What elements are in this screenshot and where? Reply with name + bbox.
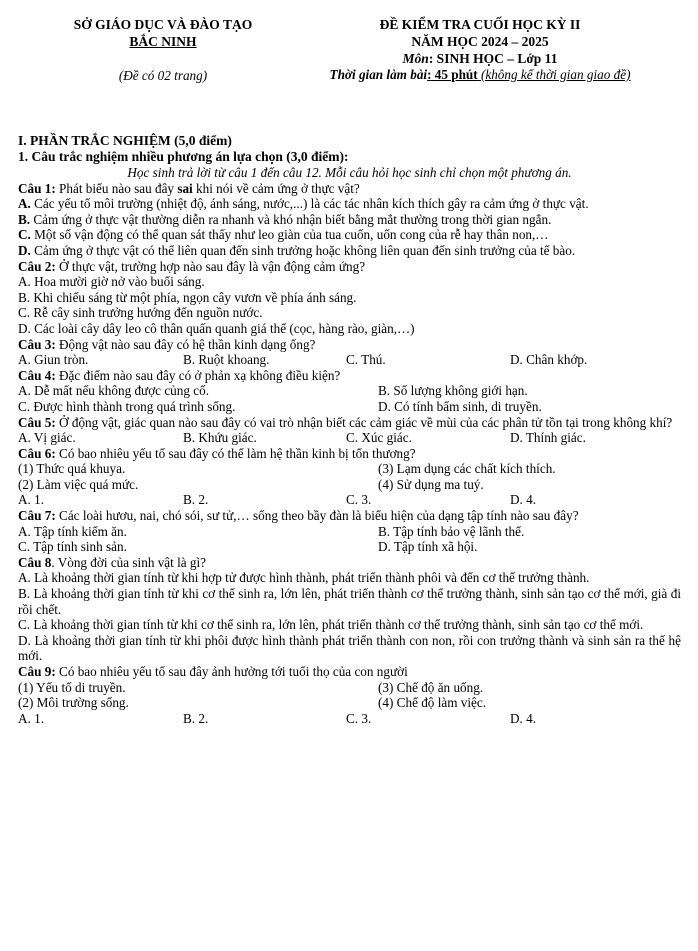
school-year: NĂM HỌC 2024 – 2025 xyxy=(411,34,549,49)
q3-option-b: B. Ruột khoang. xyxy=(183,352,270,368)
q6-item-4: (4) Sử dụng ma tuý. xyxy=(378,476,484,492)
q9-option-a: A. 1. xyxy=(18,710,45,726)
q9-item-2: (2) Môi trường sống. xyxy=(18,695,129,711)
question-label: Câu 2: xyxy=(18,258,56,274)
q5-option-b: B. Khứu giác. xyxy=(183,430,257,446)
q9-item-4: (4) Chế độ làm việc. xyxy=(378,695,487,711)
question-label: Câu 3: xyxy=(18,336,56,352)
question-stem: Ở động vật, giác quan nào sau đây có vai trò nhận biết các cảm giác về mùi của các phân tử tồn tại trong không khí? xyxy=(55,414,673,430)
header-left xyxy=(38,16,288,84)
exam-title: ĐỀ KIỂM TRA CUỐI HỌC KỲ II xyxy=(379,17,581,32)
q5-option-c: C. Xúc giác. xyxy=(346,430,412,446)
q4-options-row1 xyxy=(18,383,681,399)
instruction: Học sinh trả lời từ câu 1 đến câu 12. Mỗi câu hỏi học sinh chỉ chọn một phương án. xyxy=(127,165,572,180)
question-5 xyxy=(18,415,681,431)
q9-items-row2 xyxy=(18,695,681,711)
q6-option-c: C. 3. xyxy=(346,492,372,508)
part-title: 1. Câu trắc nghiệm nhiều phương án lựa chọn (3,0 điểm): xyxy=(18,149,349,164)
option-label: C. xyxy=(18,227,31,243)
q2-option-b: B. Khi chiếu sáng từ một phía, ngọn cây vươn về phía ánh sáng. xyxy=(18,289,357,305)
option-text: Cảm ứng ở thực vật có thể liên quan đến sinh trưởng hoặc không liên quan đến sinh trưởng của tế bào. xyxy=(30,242,576,258)
q9-item-1: (1) Yếu tố di truyền. xyxy=(18,679,126,695)
question-label: Câu 1: xyxy=(18,180,56,196)
q4-option-c: C. Được hình thành trong quá trình sống. xyxy=(18,398,236,414)
time-note: (không kể thời gian giao đề) xyxy=(477,67,631,82)
question-label: Câu 6: xyxy=(18,445,56,461)
question-stem: Đặc điểm nào sau đây có ở phản xạ không điều kiện? xyxy=(55,367,341,383)
q1-option-a xyxy=(18,196,681,212)
q5-option-d: D. Thính giác. xyxy=(510,430,586,446)
question-1 xyxy=(18,181,681,197)
question-3 xyxy=(18,337,681,353)
subject-line xyxy=(290,50,670,67)
q9-item-3: (3) Chế độ ăn uống. xyxy=(378,679,484,695)
q7-option-d: D. Tập tính xã hội. xyxy=(378,539,478,555)
question-9 xyxy=(18,664,681,680)
q3-option-c: C. Thú. xyxy=(346,352,386,368)
question-stem: Động vật nào sau đây có hệ thần kinh dạng ống? xyxy=(55,336,316,352)
question-label: Câu 5: xyxy=(18,414,56,430)
question-label: Câu 8 xyxy=(18,554,52,570)
subject-label: Môn xyxy=(402,51,429,66)
province-name: BẮC NINH xyxy=(129,34,197,49)
question-stem: Có bao nhiêu yếu tố sau đây có thể làm hệ thần kinh bị tổn thương? xyxy=(55,445,416,461)
q4-option-d: D. Có tính bẩm sinh, di truyền. xyxy=(378,398,542,414)
section-title: I. PHẦN TRẮC NGHIỆM (5,0 điểm) xyxy=(18,133,232,148)
question-stem-emphasis: sai xyxy=(177,180,193,196)
option-label: B. xyxy=(18,211,31,227)
question-2 xyxy=(18,259,681,275)
q9-option-c: C. 3. xyxy=(346,710,372,726)
q2-option-c: C. Rễ cây sinh trưởng hướng đến nguồn nước. xyxy=(18,305,263,321)
q7-options-row1 xyxy=(18,524,681,540)
header-right xyxy=(290,16,670,83)
option-text: Cảm ứng ở thực vật thường diễn ra nhanh và khó nhận biết bằng mắt thường trong thời gian ngắn. xyxy=(30,211,552,227)
q7-options-row2 xyxy=(18,539,681,555)
q2-option-d: D. Các loài cây dây leo cô thân quấn quanh giá thể (cọc, hàng rào, giàn,…) xyxy=(18,320,415,336)
subject-value: : SINH HỌC – Lớp 11 xyxy=(428,51,558,66)
pages-note: (Đề có 02 trang) xyxy=(118,68,208,83)
q4-option-a: A. Dễ mất nếu không được củng cố. xyxy=(18,383,210,399)
question-label: Câu 7: xyxy=(18,508,56,524)
q9-options xyxy=(18,711,681,727)
q8-option-a: A. Là khoảng thời gian tính từ khi hợp tử được hình thành, phát triển thành phôi và đến cơ thể trưởng thành. xyxy=(18,570,590,586)
question-6 xyxy=(18,446,681,462)
question-stem: Các loài hươu, nai, chó sói, sư tử,… sống theo bầy đàn là biểu hiện của dạng tập tính nào sau đây? xyxy=(55,508,579,524)
q9-items-row1 xyxy=(18,680,681,696)
q4-option-b: B. Số lượng không giới hạn. xyxy=(378,383,528,399)
q8-option-c: C. Là khoảng thời gian tính từ khi cơ thể sinh ra, lớn lên, phát triển thành cơ thể trưởng thành, sinh sản tạo cơ thể mới. xyxy=(18,617,644,633)
q1-option-b xyxy=(18,212,681,228)
time-value: : 45 phút xyxy=(427,67,478,82)
question-8 xyxy=(18,555,681,571)
q9-option-d: D. 4. xyxy=(510,710,537,726)
option-label: A. xyxy=(18,196,31,212)
q5-option-a: A. Vị giác. xyxy=(18,430,76,446)
question-stem: khi nói về cảm ứng ở thực vật? xyxy=(192,180,360,196)
q6-option-d: D. 4. xyxy=(510,492,537,508)
q4-options-row2 xyxy=(18,399,681,415)
question-label: Câu 9: xyxy=(18,664,56,679)
time-line xyxy=(290,67,670,83)
q7-option-a: A. Tập tính kiếm ăn. xyxy=(18,523,127,539)
q8-option-b: B. Là khoảng thời gian tính từ khi cơ thể sinh ra, lớn lên, phát triển thành cơ thể trưởng thành, sinh sản tạo cơ thể mới, già đi rồi chết. xyxy=(18,586,681,617)
option-label: D. xyxy=(18,242,31,258)
q5-options xyxy=(18,430,681,446)
q3-option-d: D. Chân khớp. xyxy=(510,352,588,368)
q7-option-b: B. Tập tính bảo vệ lãnh thể. xyxy=(378,523,525,539)
q3-option-a: A. Giun tròn. xyxy=(18,352,89,368)
question-stem: Có bao nhiêu yếu tố sau đây ảnh hưởng tới tuổi thọ của con người xyxy=(55,664,408,679)
q1-option-c xyxy=(18,227,681,243)
time-label: Thời gian làm bài xyxy=(329,67,428,82)
question-stem: . Vòng đời của sinh vật là gì? xyxy=(51,554,207,570)
q6-item-2: (2) Làm việc quá mức. xyxy=(18,476,139,492)
exam-content xyxy=(18,133,681,726)
q8-option-d: D. Là khoảng thời gian tính từ khi phôi được hình thành phát triển thành con non, rồi con trưởng thành và sinh sản ra thế hệ mới. xyxy=(18,632,681,664)
q6-option-b: B. 2. xyxy=(183,492,209,508)
q6-items-row1 xyxy=(18,461,681,477)
q6-item-1: (1) Thức quá khuya. xyxy=(18,461,126,477)
q6-options xyxy=(18,492,681,508)
question-7 xyxy=(18,508,681,524)
q1-option-d xyxy=(18,243,681,259)
question-4 xyxy=(18,368,681,384)
question-label: Câu 4: xyxy=(18,367,56,383)
option-text: Các yếu tố môi trường (nhiệt độ, ánh sáng, nước,...) là các tác nhân kích thích gây ra cảm ứng ở thực vật. xyxy=(30,196,589,212)
q9-option-b: B. 2. xyxy=(183,710,209,726)
q2-option-a: A. Hoa mười giờ nở vào buổi sáng. xyxy=(18,274,205,290)
question-stem: Phát biểu nào sau đây xyxy=(55,180,178,196)
question-stem: Ở thực vật, trường hợp nào sau đây là vận động cảm ứng? xyxy=(55,258,366,274)
department-name: SỞ GIÁO DỤC VÀ ĐÀO TẠO xyxy=(73,17,253,32)
q7-option-c: C. Tập tính sinh sản. xyxy=(18,539,127,555)
q3-options xyxy=(18,352,681,368)
q6-option-a: A. 1. xyxy=(18,492,45,508)
option-text: Một số vận động có thể quan sát thấy như leo giàn của tua cuốn, uốn cong của rễ hay thân non,… xyxy=(30,227,549,243)
q6-item-3: (3) Lạm dụng các chất kích thích. xyxy=(378,461,556,477)
q6-items-row2 xyxy=(18,477,681,493)
